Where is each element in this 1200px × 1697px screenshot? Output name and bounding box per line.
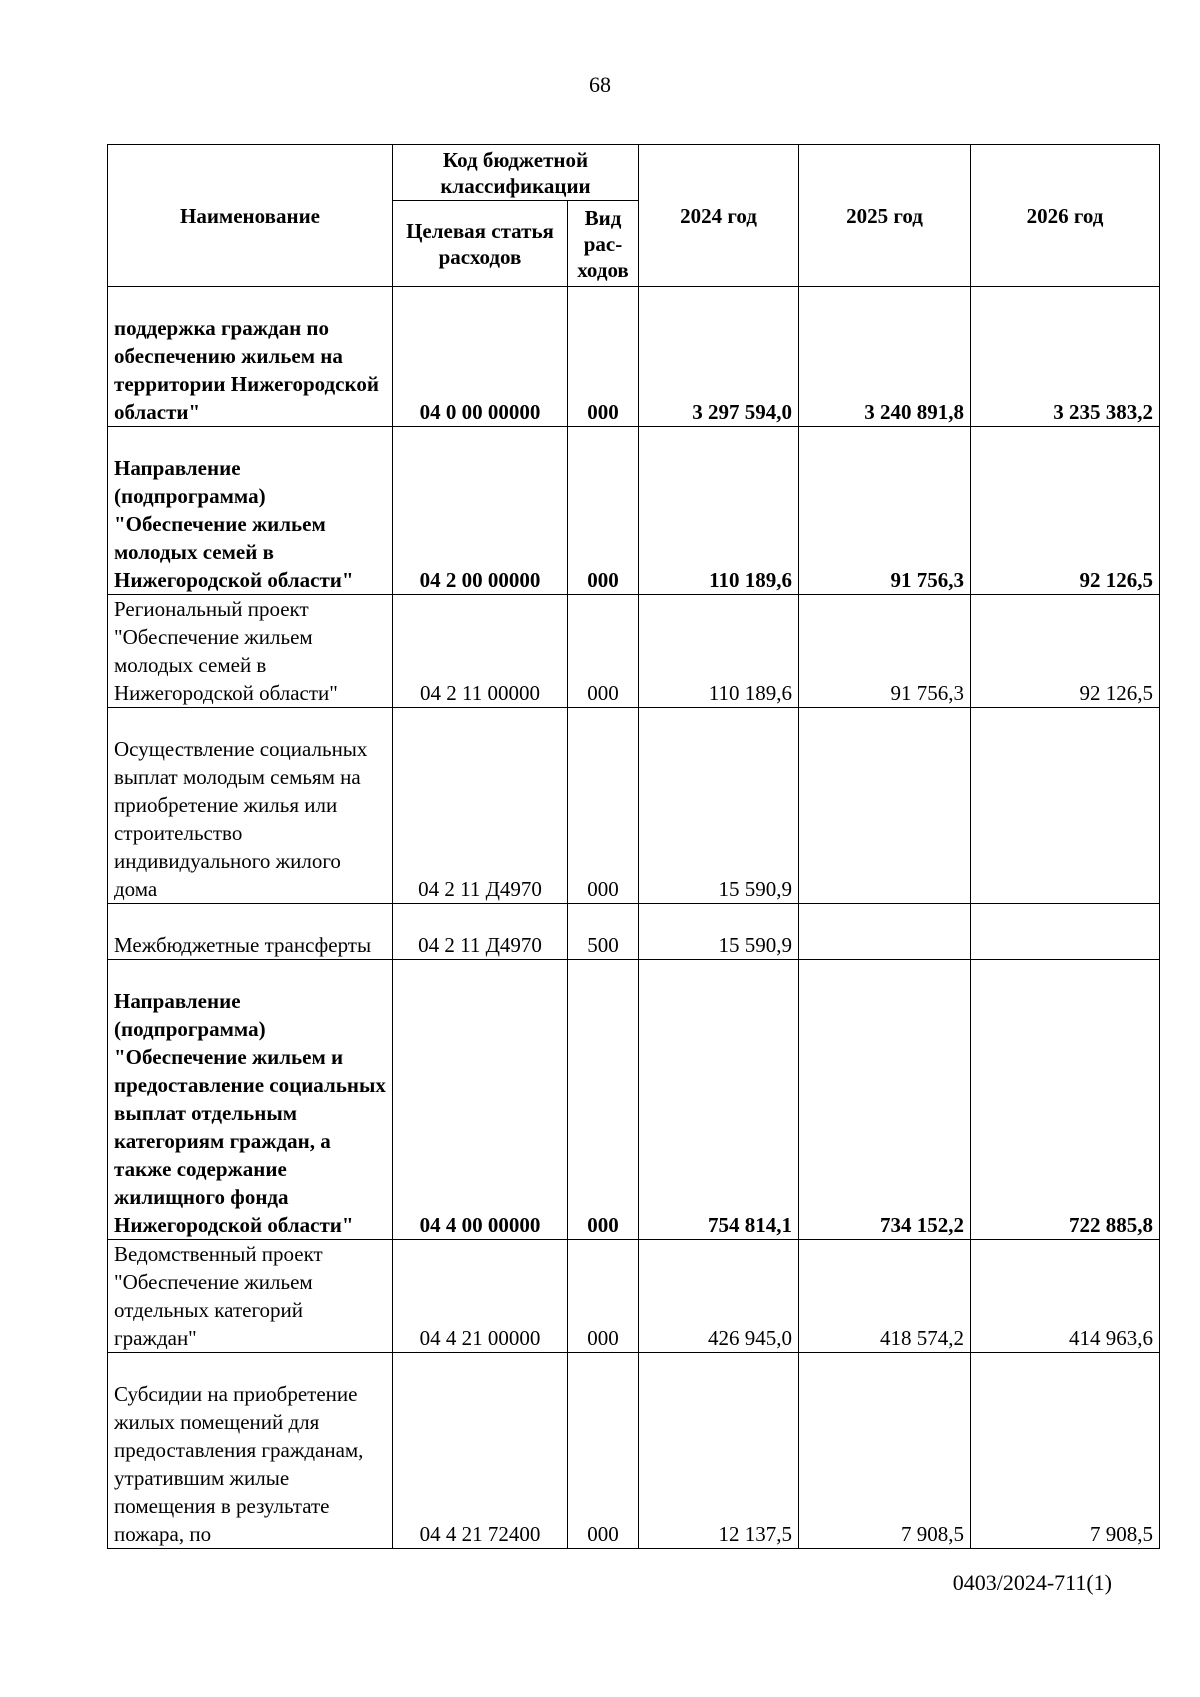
- row-name: Осуществление социальных выплат молодым семьям на приобретение жилья или строительство индивидуального жилого дома: [108, 708, 393, 904]
- budget-table: [107, 144, 1160, 1549]
- row-name: Направление (подпрограмма) "Обеспечение жильем и предоставление социальных выплат отдельным категориям граждан, а также содержание жилищного фонда Нижегородской области": [108, 960, 393, 1240]
- row-2026: 414 963,6: [971, 1240, 1160, 1353]
- table-row: [108, 904, 1160, 960]
- row-name: Направление (подпрограмма) "Обеспечение жильем молодых семей в Нижегородской области": [108, 427, 393, 595]
- row-2024: 110 189,6: [639, 427, 799, 595]
- row-2025: 91 756,3: [799, 427, 971, 595]
- row-type: 000: [568, 960, 639, 1240]
- row-2026: 7 908,5: [971, 1353, 1160, 1549]
- header-target-article: Целевая статья расходов: [393, 201, 568, 287]
- table-row: [108, 1240, 1160, 1353]
- row-type: 000: [568, 1353, 639, 1549]
- header-year-2026: 2026 год: [971, 145, 1160, 287]
- header-year-2025: 2025 год: [799, 145, 971, 287]
- row-2026: 92 126,5: [971, 427, 1160, 595]
- row-code: 04 4 21 00000: [393, 1240, 568, 1353]
- row-2026: 722 885,8: [971, 960, 1160, 1240]
- row-type: 000: [568, 1240, 639, 1353]
- table-row: [108, 595, 1160, 708]
- row-2025: [799, 708, 971, 904]
- table-row: [108, 960, 1160, 1240]
- row-code: 04 2 11 Д4970: [393, 708, 568, 904]
- row-2024: 15 590,9: [639, 708, 799, 904]
- row-code: 04 2 00 00000: [393, 427, 568, 595]
- header-code-group: Код бюджетной классификации: [393, 145, 639, 201]
- row-name: Региональный проект "Обеспечение жильем молодых семей в Нижегородской области": [108, 595, 393, 708]
- row-code: 04 4 21 72400: [393, 1353, 568, 1549]
- row-2026: 3 235 383,2: [971, 287, 1160, 427]
- row-2025: 7 908,5: [799, 1353, 971, 1549]
- document-code: 0403/2024-711(1): [952, 1570, 1112, 1595]
- row-code: 04 0 00 00000: [393, 287, 568, 427]
- row-type: 000: [568, 708, 639, 904]
- row-type: 500: [568, 904, 639, 960]
- row-type: 000: [568, 595, 639, 708]
- table-row: [108, 427, 1160, 595]
- table-row: [108, 287, 1160, 427]
- header-year-2024: 2024 год: [639, 145, 799, 287]
- row-2026: [971, 904, 1160, 960]
- row-2025: 91 756,3: [799, 595, 971, 708]
- row-code: 04 4 00 00000: [393, 960, 568, 1240]
- row-2024: 110 189,6: [639, 595, 799, 708]
- row-2025: 418 574,2: [799, 1240, 971, 1353]
- header-expense-type: Вид рас-ходов: [568, 201, 639, 287]
- row-2025: 3 240 891,8: [799, 287, 971, 427]
- row-2024: 12 137,5: [639, 1353, 799, 1549]
- row-type: 000: [568, 427, 639, 595]
- table-row: [108, 708, 1160, 904]
- row-2024: 15 590,9: [639, 904, 799, 960]
- row-2024: 754 814,1: [639, 960, 799, 1240]
- row-name: Субсидии на приобретение жилых помещений для предоставления гражданам, утратившим жилые помещения в результате пожара, по: [108, 1353, 393, 1549]
- row-code: 04 2 11 Д4970: [393, 904, 568, 960]
- row-2026: 92 126,5: [971, 595, 1160, 708]
- table-row: [108, 1353, 1160, 1549]
- row-name: Межбюджетные трансферты: [108, 904, 393, 960]
- row-code: 04 2 11 00000: [393, 595, 568, 708]
- row-2026: [971, 708, 1160, 904]
- row-type: 000: [568, 287, 639, 427]
- row-2024: 426 945,0: [639, 1240, 799, 1353]
- row-2025: 734 152,2: [799, 960, 971, 1240]
- row-2025: [799, 904, 971, 960]
- row-name: поддержка граждан по обеспечению жильем на территории Нижегородской области": [108, 287, 393, 427]
- row-name: Ведомственный проект "Обеспечение жильем отдельных категорий граждан": [108, 1240, 393, 1353]
- header-name: Наименование: [108, 145, 393, 287]
- row-2024: 3 297 594,0: [639, 287, 799, 427]
- page-number: 68: [589, 72, 611, 97]
